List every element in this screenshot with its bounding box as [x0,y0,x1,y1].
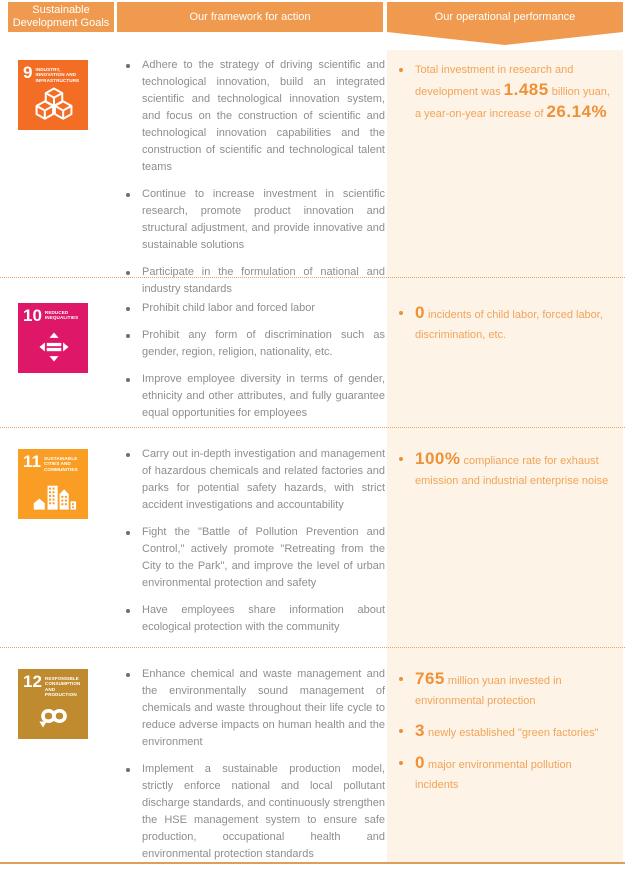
performance-item [413,449,617,491]
performance-number: 3 [415,721,425,740]
performance-number: 26.14% [546,102,608,121]
bullet-dot [399,311,403,315]
sdg-9-badge [18,60,88,130]
performance-list [387,57,625,308]
performance-item [413,60,617,124]
performance-text: million yuan invested in environmental protection [415,675,562,707]
action-item [120,524,385,592]
city-skyline-icon [23,472,84,515]
sdg-rows [0,45,625,863]
bullet-dot [399,761,403,765]
action-text: Implement a sustainable production model, strictly enforce national and local pollutant discharge standards, and continuously strengthen the HSE management system to ensure safe production, occupational health and environmental protection standards [142,763,385,860]
bullet-dot [126,271,130,275]
bullet-dot [126,609,130,613]
actions-list [114,666,387,871]
performance-list [387,446,625,647]
performance-number: 1.485 [503,80,549,99]
performance-text: compliance rate for exhaust emission and industrial enterprise noise [415,455,609,487]
action-text: Participate in the formulation of national and industry standards [142,266,385,295]
bullet-dot [126,64,130,68]
action-text: Improve employee diversity in terms of gender, ethnicity and other attributes, and fully guarantee equal opportunities for employees [142,373,385,419]
performance-number: 765 [415,669,445,688]
banner-chevron [387,32,623,45]
bullet-dot [126,378,130,382]
sdg-row-9 [0,45,625,295]
performance-text: major environmental pollution incidents [415,759,572,791]
header-sdg-column: Sustainable Development Goals [8,2,114,32]
performance-text: Total investment in research and development was [415,64,574,98]
actions-list [114,57,387,308]
sdg-title: SUSTAINABLE CITIES AND COMMUNITIES [43,456,78,472]
bullet-dot [126,531,130,535]
sdg-title: REDUCED INEQUALITIES [44,310,79,321]
action-item [120,264,385,298]
action-item [120,57,385,176]
bullet-dot [399,68,403,72]
sdg-row-10 [0,278,625,428]
bullet-dot [126,768,130,772]
bullet-dot [126,334,130,338]
performance-item [413,303,617,345]
bullet-dot [399,457,403,461]
sdg-10-badge [18,303,88,373]
action-text: Adhere to the strategy of driving scientific and technological innovation, build an integrated scientific and technological innovation system, and focus on the construction of scientific and technological innovation capabilities and the construction of scientific and technological talent teams [142,59,385,173]
sdg-11-badge [18,449,88,519]
cubes-icon [23,83,84,126]
action-text: Prohibit child labor and forced labor [142,302,316,314]
action-item [120,186,385,254]
performance-text: incidents of child labor, forced labor, discrimination, etc. [415,309,603,341]
performance-number: 0 [415,303,425,322]
action-item [120,602,385,636]
sdg-number: 11 [23,452,41,471]
action-text: Have employees share information about ecological protection with the community [142,604,385,633]
performance-number: 100% [415,449,461,468]
action-item [120,446,385,514]
action-text: Enhance chemical and waste management and the environmentally sound management of chemicals and waste throughout their life cycle to reduce adverse impacts on human health and the environment [142,668,385,748]
action-item [120,371,385,422]
action-item [120,300,385,317]
equals-arrows-icon [23,324,84,369]
action-text: Carry out in-depth investigation and management of hazardous chemicals and related factories and parks for potential safety hazards, with strict accident investigations and accountability [142,448,385,511]
infinity-arrow-icon [23,698,84,735]
sdg-number: 10 [23,306,42,325]
performance-text: billion yuan, a year-on-year increase of [415,86,610,120]
sdg-12-badge [18,669,88,739]
performance-list [387,666,625,871]
sdg-number: 12 [23,672,42,691]
performance-number: 0 [415,753,425,772]
sdg-row-12 [0,648,625,863]
bullet-dot [399,729,403,733]
header-framework-column: Our framework for action [117,2,383,32]
action-text: Prohibit any form of discrimination such as gender, region, religion, nationality, etc. [142,329,385,358]
action-text: Continue to increase investment in scientific research, promote product innovation and structural adjustment, and provide innovative and sustainable solutions [142,188,385,251]
sdg-title: RESPONSIBLE CONSUMPTION AND PRODUCTION [44,676,81,698]
performance-item [413,669,617,711]
action-item [120,666,385,751]
bullet-dot [126,307,130,311]
action-item [120,761,385,863]
sdg-number: 9 [23,63,33,82]
header-performance-column: Our operational performance [387,2,623,32]
performance-text: newly established "green factories" [424,727,599,739]
sdg-title: INDUSTRY, INNOVATION AND INFRASTRUCTURE [35,67,80,83]
action-text: Fight the "Battle of Pollution Prevention and Control," actively promote "Retreating from the City to the Park", and improve the level of urban environmental protection and safety [142,526,385,589]
actions-list [114,446,387,647]
bullet-dot [126,193,130,197]
bullet-dot [126,673,130,677]
sdg-row-11 [0,428,625,648]
performance-list [387,300,625,432]
bullet-dot [399,677,403,681]
actions-list [114,300,387,432]
bullet-dot [126,453,130,457]
action-item [120,327,385,361]
performance-item [413,721,617,743]
performance-item [413,753,617,795]
